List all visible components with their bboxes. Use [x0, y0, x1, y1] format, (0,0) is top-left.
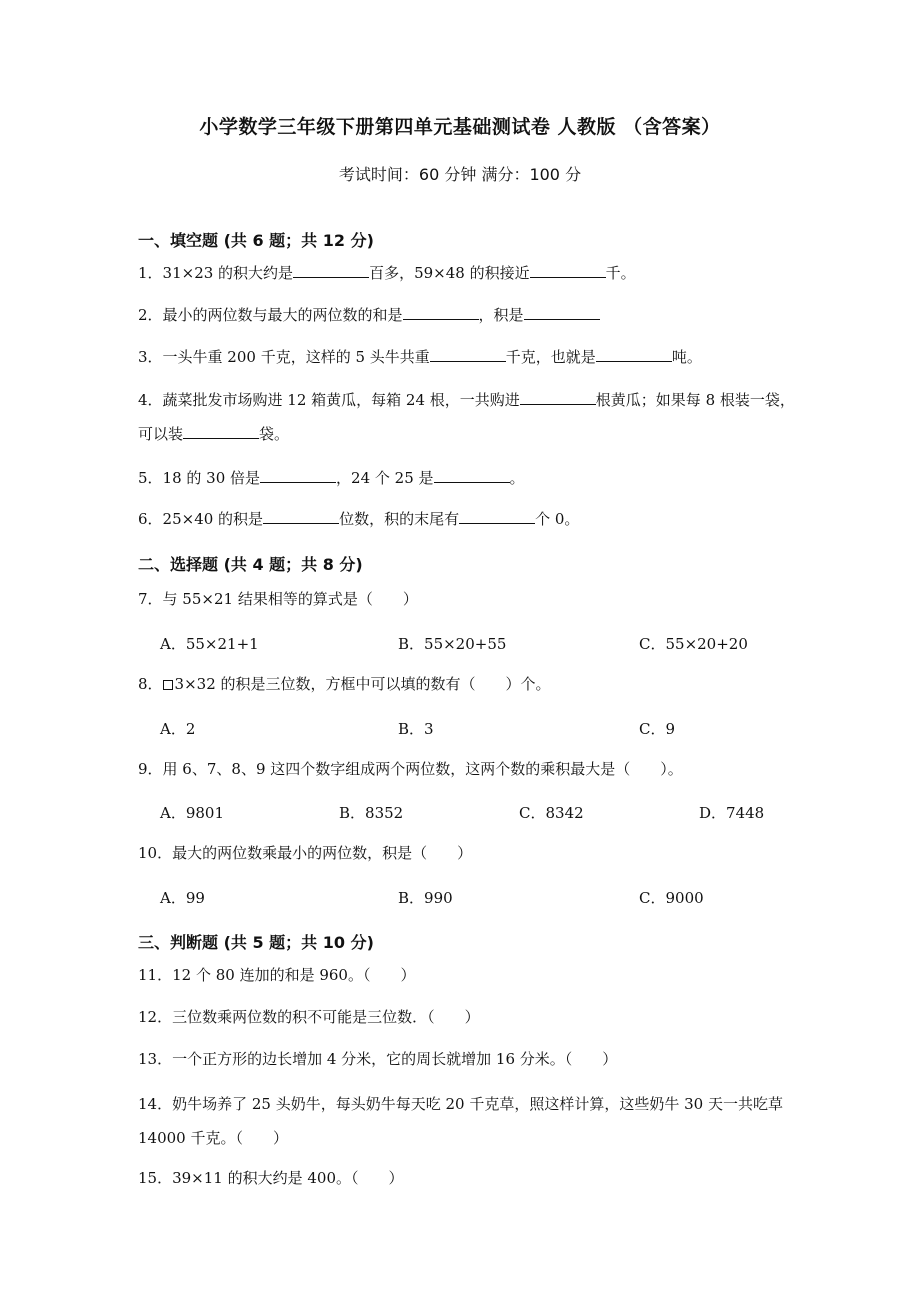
answer-blank[interactable]	[183, 424, 259, 439]
option-8c[interactable]: C．9	[639, 720, 676, 738]
section-heading-true-false: 三、判断题 (共 5 题；共 10 分)	[138, 933, 374, 952]
question-1: 1．31×23 的积大约是 百多，59×48 的积接近 千。	[138, 264, 636, 282]
option-8b[interactable]: B．3	[398, 720, 434, 738]
option-8a[interactable]: A．2	[160, 720, 196, 738]
question-13: 13．一个正方形的边长增加 4 分米，它的周长就增加 16 分米。（ ）	[138, 1050, 618, 1068]
section-heading-fill-in: 一、填空题 (共 6 题；共 12 分)	[138, 231, 374, 250]
page-title: 小学数学三年级下册第四单元基础测试卷 人教版 （含答案）	[199, 116, 721, 138]
answer-blank[interactable]	[293, 263, 369, 278]
option-7a[interactable]: A．55×21+1	[160, 635, 259, 653]
option-9b[interactable]: B．8352	[339, 804, 404, 822]
answer-blank[interactable]	[263, 509, 339, 524]
exam-info: 考试时间：60 分钟 满分：100 分	[338, 165, 582, 184]
question-4: 4．蔬菜批发市场购进 12 箱黄瓜，每箱 24 根，一共购进 根黄瓜；如果每 8 根装一袋，可以装 袋。	[138, 391, 795, 443]
option-10c[interactable]: C．9000	[639, 889, 704, 907]
answer-blank[interactable]	[434, 468, 510, 483]
question-2: 2．最小的两位数与最大的两位数的和是 ，积是	[138, 299, 798, 331]
option-7b[interactable]: B．55×20+55	[398, 635, 507, 653]
square-box-icon	[163, 680, 173, 690]
question-5: 5．18 的 30 倍是 ，24 个 25 是 。	[138, 469, 525, 487]
answer-blank[interactable]	[520, 390, 596, 405]
option-9d[interactable]: D．7448	[699, 804, 765, 822]
answer-blank[interactable]	[403, 305, 479, 320]
answer-blank[interactable]	[596, 347, 672, 362]
question-6: 6．25×40 的积是 位数，积的末尾有 个 0。	[138, 510, 580, 528]
question-12: 12．三位数乘两位数的积不可能是三位数．（ ）	[138, 1008, 480, 1026]
answer-blank[interactable]	[260, 468, 336, 483]
question-14: 14．奶牛场养了 25 头奶牛，每头奶牛每天吃 20 千克草，照这样计算，这些奶牛 30 天一共吃草 14000 千克。（ ）	[138, 1095, 783, 1147]
option-9c[interactable]: C．8342	[519, 804, 584, 822]
answer-blank[interactable]	[524, 305, 600, 320]
option-10a[interactable]: A．99	[160, 889, 205, 907]
question-15: 15．39×11 的积大约是 400。（ ）	[138, 1169, 404, 1187]
question-11: 11．12 个 80 连加的和是 960。（ ）	[138, 966, 416, 984]
question-9: 9．用 6、7、8、9 这四个数字组成两个两位数，这两个数的乘积最大是（ ）。	[138, 760, 683, 778]
question-3: 3．一头牛重 200 千克，这样的 5 头牛共重 千克，也就是 吨。	[138, 348, 702, 366]
option-10b[interactable]: B．990	[398, 889, 453, 907]
section-heading-multiple-choice: 二、选择题 (共 4 题；共 8 分)	[138, 555, 363, 574]
option-7c[interactable]: C．55×20+20	[639, 635, 748, 653]
question-8: 8． 3×32 的积是三位数，方框中可以填的数有（ ）个。	[138, 675, 551, 693]
answer-blank[interactable]	[459, 509, 535, 524]
answer-blank[interactable]	[430, 347, 506, 362]
answer-blank[interactable]	[530, 263, 606, 278]
question-7: 7．与 55×21 结果相等的算式是（ ）	[138, 590, 418, 608]
option-9a[interactable]: A．9801	[160, 804, 225, 822]
question-10: 10．最大的两位数乘最小的两位数，积是（ ）	[138, 844, 473, 862]
